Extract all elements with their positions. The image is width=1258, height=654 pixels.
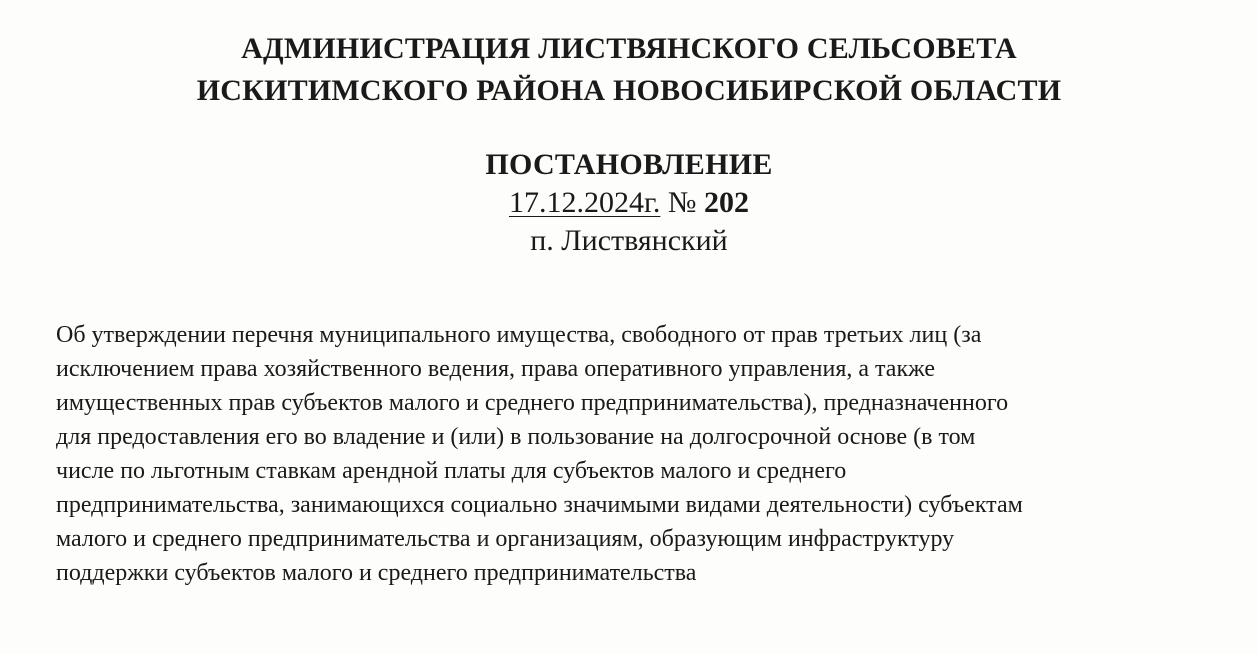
document-place: п. Листвянский (530, 224, 728, 257)
subject-line: исключением права хозяйственного ведения, права оперативного управления, а также (56, 356, 936, 382)
subject-line: поддержки субъектов малого и среднего предпринимательства (56, 560, 697, 586)
document-subject (56, 318, 1241, 590)
number-sign: № (667, 186, 697, 219)
document-number: 202 (704, 186, 750, 219)
subject-line: числе по льготным ставкам арендной платы для субъектов малого и среднего (56, 458, 847, 484)
subject-line: имущественных прав субъектов малого и среднего предпринимательства), предназначенного (56, 390, 1009, 416)
document-title-block (0, 146, 1258, 260)
document-date-number (0, 184, 1258, 222)
subject-line: Об утверждении перечня муниципального имущества, свободного от прав третьих лиц (за (56, 322, 982, 348)
document-header (0, 28, 1258, 112)
organization-name-line-1: АДМИНИСТРАЦИЯ ЛИСТВЯНСКОГО СЕЛЬСОВЕТА (241, 32, 1017, 65)
organization-name-line-2: ИСКИТИМСКОГО РАЙОНА НОВОСИБИРСКОЙ ОБЛАСТИ (196, 74, 1062, 107)
document-date: 17.12.2024г. (508, 186, 661, 219)
subject-line: для предоставления его во владение и (или) в пользование на долгосрочной основе (в том (56, 424, 976, 450)
document-type: ПОСТАНОВЛЕНИЕ (485, 148, 773, 181)
subject-line: малого и среднего предпринимательства и организациям, образующим инфраструктуру (56, 526, 955, 552)
subject-line: предпринимательства, занимающихся социально значимыми видами деятельности) субъектам (56, 492, 1023, 518)
